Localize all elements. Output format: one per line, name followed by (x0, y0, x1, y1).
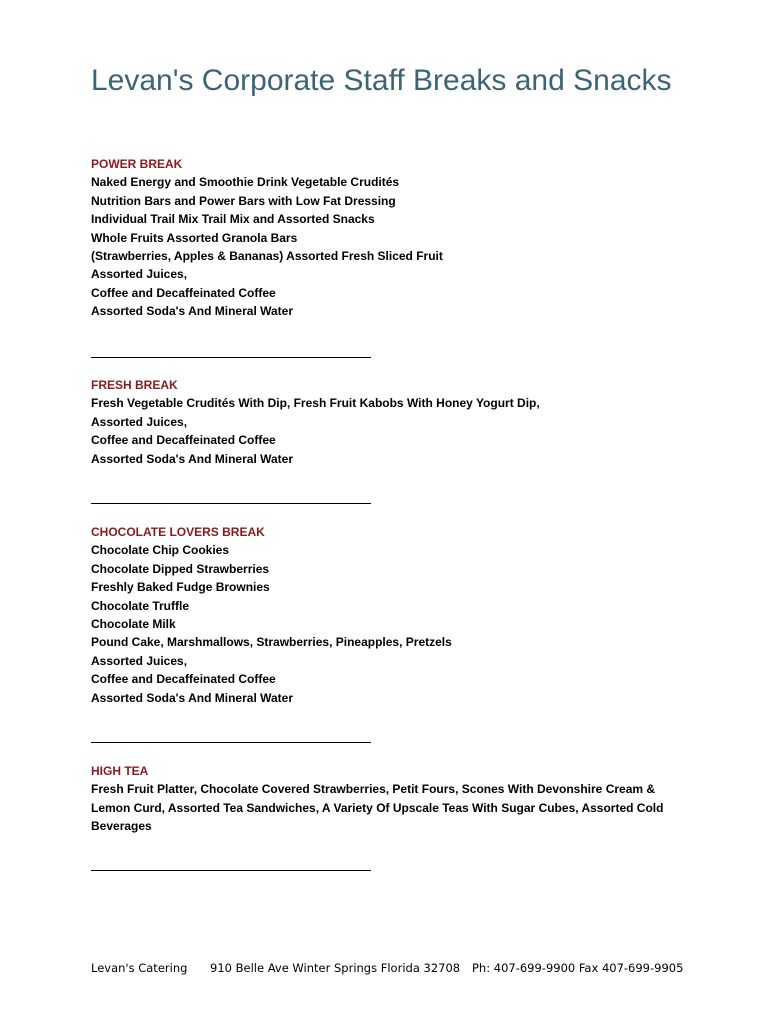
section-power-break (91, 155, 691, 321)
page-title: Levan's Corporate Staff Breaks and Snacks (91, 64, 672, 97)
menu-item: Whole Fruits Assorted Granola Bars (91, 230, 298, 245)
footer-address: 910 Belle Ave Winter Springs Florida 32708 (210, 961, 461, 975)
menu-item: Freshly Baked Fudge Brownies (91, 580, 270, 595)
menu-item: Chocolate Dipped Strawberries (91, 561, 270, 576)
menu-item: Chocolate Milk (91, 617, 176, 632)
menu-paragraph: Fresh Fruit Platter, Chocolate Covered Strawberries, Petit Fours, Scones With Devonshire Cream & Lemon Curd, Assorted Tea Sandwiches, A Variety Of Upscale Teas With Sugar Cubes, Assorted Cold Beverages (91, 782, 664, 834)
section-heading: POWER BREAK (91, 157, 183, 171)
section-fresh-break (91, 376, 691, 468)
menu-item: Individual Trail Mix Trail Mix and Assorted Snacks (91, 212, 375, 227)
menu-item: Chocolate Chip Cookies (91, 543, 230, 558)
section-heading: HIGH TEA (91, 764, 149, 778)
menu-item: Coffee and Decaffeinated Coffee (91, 672, 276, 687)
menu-item: Chocolate Truffle (91, 598, 190, 613)
menu-item: Assorted Soda's And Mineral Water (91, 451, 294, 466)
menu-item: (Strawberries, Apples & Bananas) Assorted Fresh Sliced Fruit (91, 249, 443, 264)
menu-item: Naked Energy and Smoothie Drink Vegetable Crudités (91, 175, 400, 190)
menu-item: Assorted Juices, (91, 267, 188, 282)
section-high-tea (91, 762, 691, 836)
menu-item: Coffee and Decaffeinated Coffee (91, 433, 276, 448)
menu-item: Nutrition Bars and Power Bars with Low Fat Dressing (91, 193, 396, 208)
footer-contact: Ph: 407-699-9900 Fax 407-699-9905 (472, 961, 684, 975)
menu-item: Assorted Soda's And Mineral Water (91, 304, 294, 319)
section-heading: FRESH BREAK (91, 378, 178, 392)
footer-company: Levan's Catering (91, 961, 188, 975)
menu-item: Assorted Juices, (91, 653, 188, 668)
section-heading: CHOCOLATE LOVERS BREAK (91, 525, 265, 539)
menu-item: Fresh Vegetable Crudités With Dip, Fresh Fruit Kabobs With Honey Yogurt Dip, (91, 396, 540, 411)
menu-item: Assorted Soda's And Mineral Water (91, 690, 294, 705)
menu-item: Assorted Juices, (91, 414, 188, 429)
section-divider (91, 870, 371, 871)
section-divider (91, 503, 371, 504)
menu-item: Coffee and Decaffeinated Coffee (91, 285, 276, 300)
menu-item: Pound Cake, Marshmallows, Strawberries, Pineapples, Pretzels (91, 635, 452, 650)
section-divider (91, 357, 371, 358)
section-divider (91, 742, 371, 743)
section-chocolate-lovers-break (91, 523, 691, 707)
